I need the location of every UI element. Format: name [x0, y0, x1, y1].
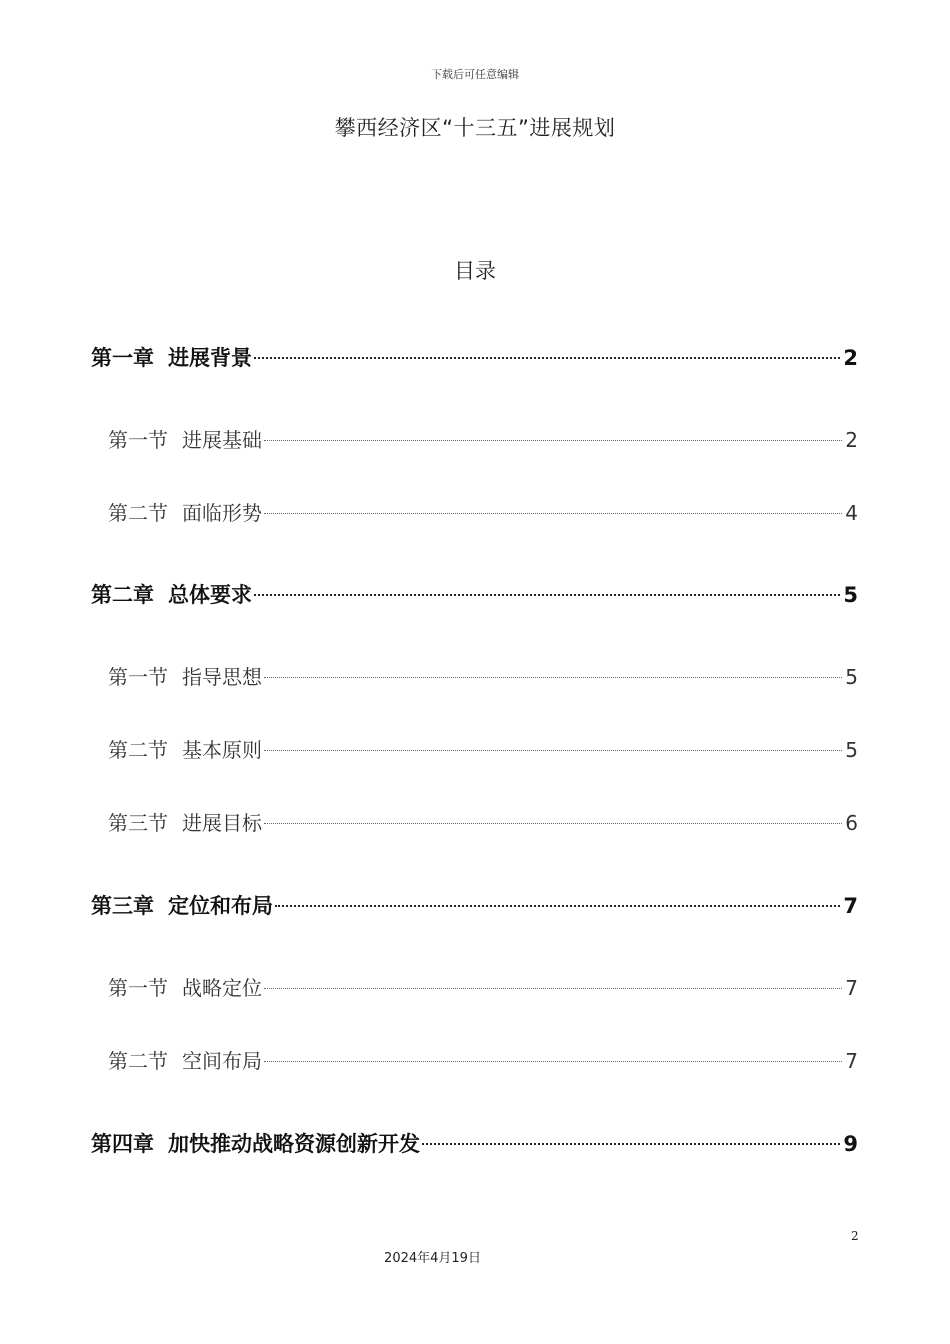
toc-entry-page: 9 — [843, 1132, 858, 1156]
toc-entry-title: 面临形势 — [182, 501, 262, 525]
toc-leader-dots — [264, 656, 842, 684]
toc-entry-title: 战略定位 — [182, 976, 262, 1000]
toc-entry-section-1-2[interactable] — [108, 492, 858, 525]
toc-entry-page: 5 — [845, 738, 858, 762]
toc-entry-number: 第三章 — [91, 894, 154, 918]
toc-entry-chapter-1[interactable] — [91, 337, 858, 370]
toc-entry-section-2-2[interactable] — [108, 729, 858, 762]
toc-entry-section-2-1[interactable] — [108, 656, 858, 689]
toc-entry-number: 第一节 — [108, 976, 168, 1000]
toc-entry-number: 第二章 — [91, 583, 154, 607]
toc-entry-number: 第四章 — [91, 1132, 154, 1156]
toc-entry-title: 基本原则 — [182, 738, 262, 762]
toc-entry-section-1-1[interactable] — [108, 419, 858, 452]
toc-entry-title: 空间布局 — [182, 1049, 262, 1073]
toc-entry-number: 第三节 — [108, 811, 168, 835]
toc-heading: 目录 — [454, 259, 496, 283]
toc-entry-title: 进展目标 — [182, 811, 262, 835]
toc-entry-chapter-2[interactable] — [91, 574, 858, 607]
page-footer-date: 2024年4月19日 — [384, 1251, 481, 1266]
toc-entry-number: 第一章 — [91, 346, 154, 370]
toc-leader-dots — [254, 337, 840, 365]
document-title: 攀西经济区“十三五”进展规划 — [334, 116, 616, 140]
toc-entry-number: 第一节 — [108, 665, 168, 689]
page-number: 2 — [851, 1229, 859, 1243]
toc-entry-page: 5 — [843, 583, 858, 607]
toc-entry-page: 4 — [845, 501, 858, 525]
toc-leader-dots — [264, 967, 842, 995]
toc-entry-title: 总体要求 — [168, 583, 252, 607]
toc-leader-dots — [254, 574, 840, 602]
toc-entry-title: 进展基础 — [182, 428, 262, 452]
toc-leader-dots — [275, 885, 840, 913]
toc-entry-chapter-3[interactable] — [91, 885, 858, 918]
toc-leader-dots — [422, 1123, 840, 1151]
toc-leader-dots — [264, 802, 842, 830]
toc-entry-number: 第二节 — [108, 738, 168, 762]
toc-entry-page: 2 — [845, 428, 858, 452]
toc-entry-title: 加快推动战略资源创新开发 — [168, 1132, 420, 1156]
toc-entry-title: 定位和布局 — [168, 894, 273, 918]
toc-entry-title: 进展背景 — [168, 346, 252, 370]
toc-entry-title: 指导思想 — [182, 665, 262, 689]
toc-entry-section-3-2[interactable] — [108, 1040, 858, 1073]
toc-entry-page: 7 — [845, 1049, 858, 1073]
toc-leader-dots — [264, 1040, 842, 1068]
toc-entry-page: 6 — [845, 811, 858, 835]
toc-entry-number: 第一节 — [108, 428, 168, 452]
toc-entry-page: 7 — [843, 894, 858, 918]
toc-entry-chapter-4[interactable] — [91, 1123, 858, 1156]
toc-entry-page: 2 — [843, 346, 858, 370]
toc-leader-dots — [264, 419, 842, 447]
toc-entry-number: 第二节 — [108, 501, 168, 525]
toc-leader-dots — [264, 492, 842, 520]
page-header: 下载后可任意编辑 — [431, 68, 519, 81]
toc-leader-dots — [264, 729, 842, 757]
toc-entry-page: 5 — [845, 665, 858, 689]
toc-entry-number: 第二节 — [108, 1049, 168, 1073]
toc-entry-section-3-1[interactable] — [108, 967, 858, 1000]
toc-entry-section-2-3[interactable] — [108, 802, 858, 835]
toc-entry-page: 7 — [845, 976, 858, 1000]
